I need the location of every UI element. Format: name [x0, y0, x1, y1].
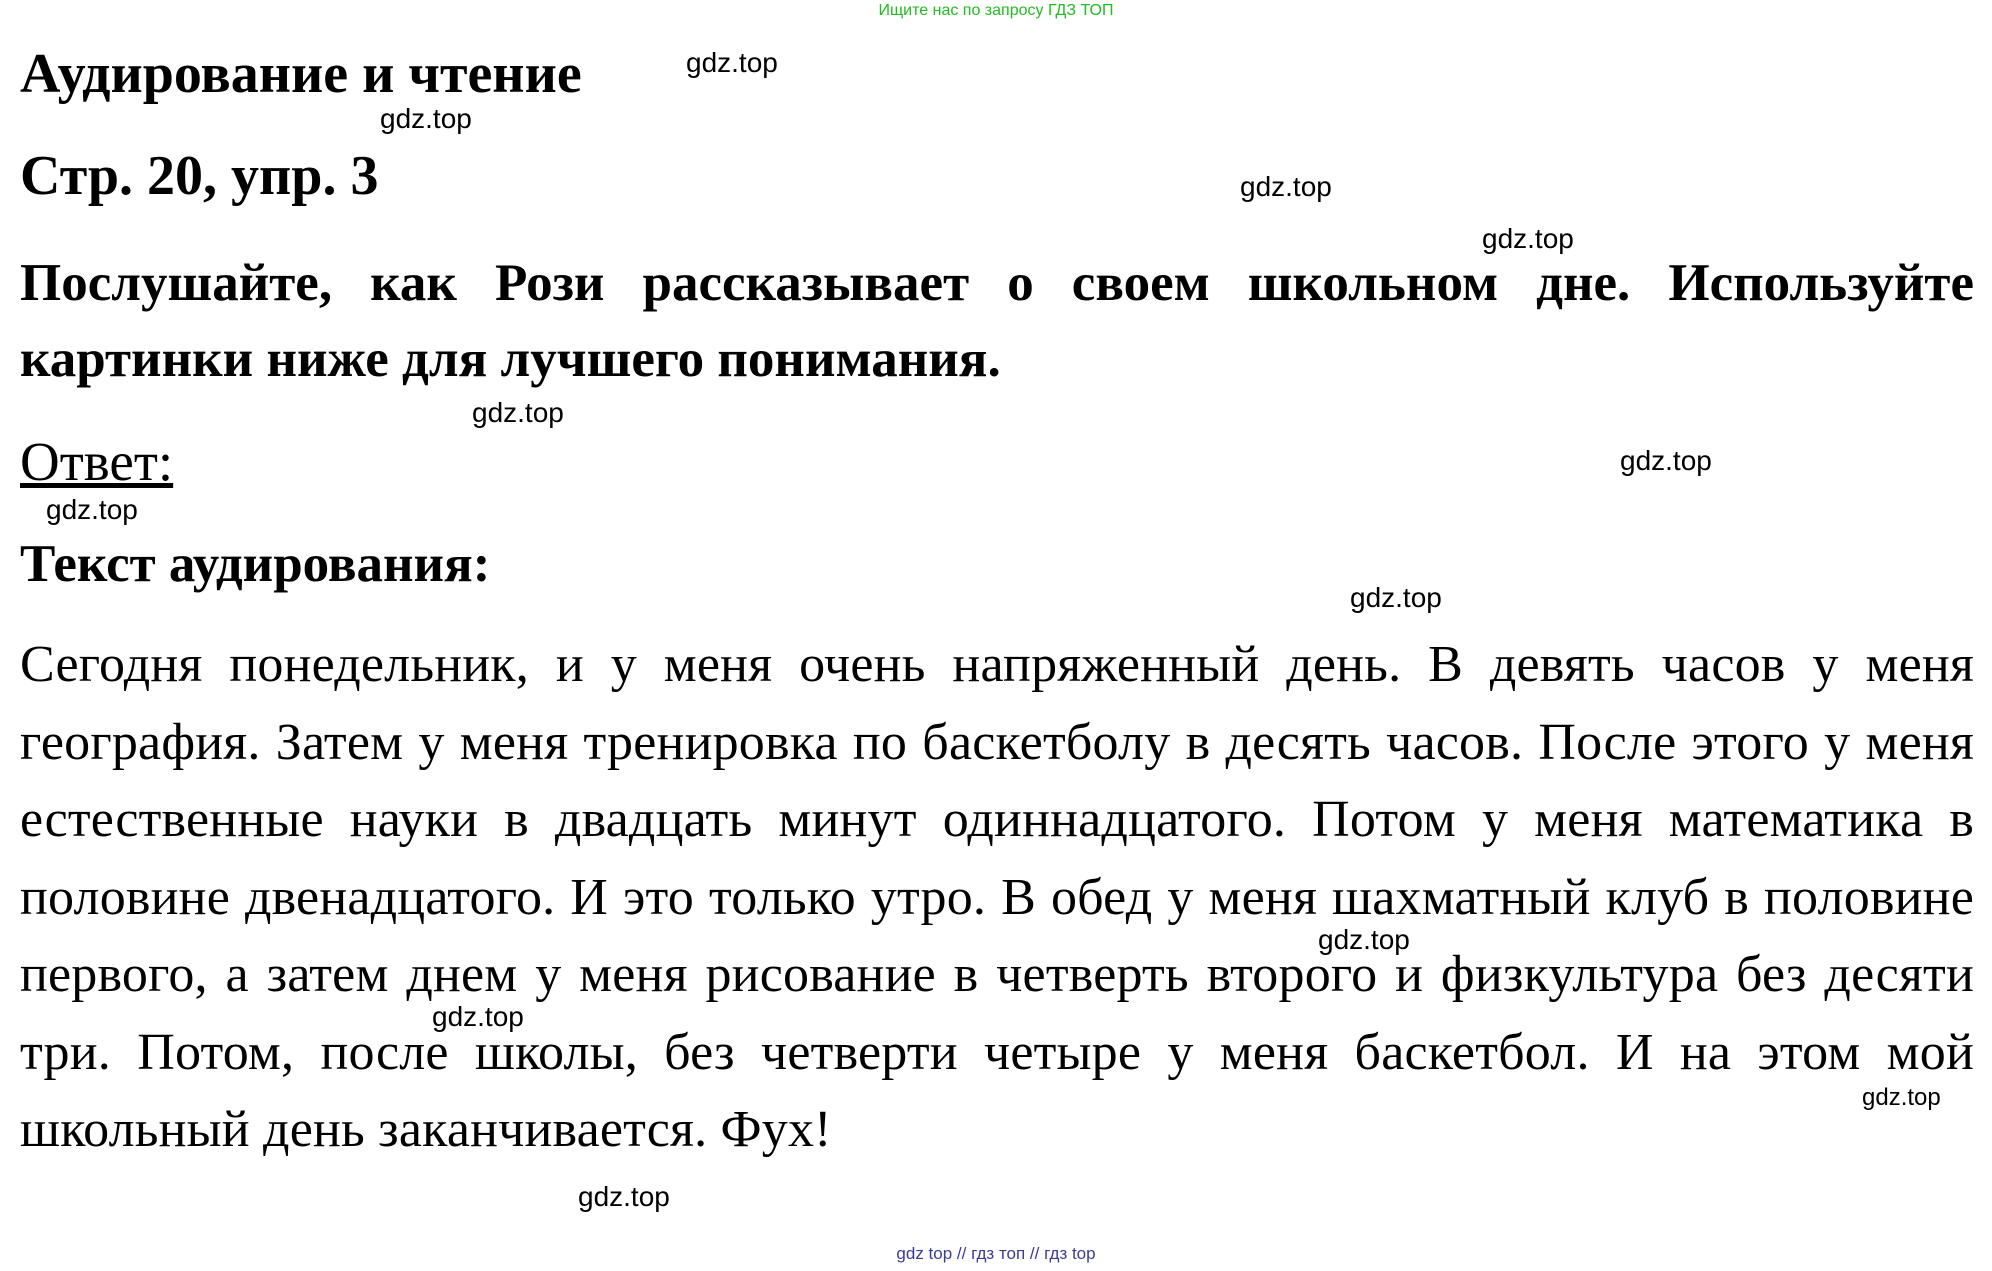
watermark: gdz.top [1240, 171, 1332, 202]
section-title: Аудирование и чтение [20, 43, 582, 105]
page-reference: Стр. 20, упр. 3 [20, 145, 379, 207]
watermark: gdz.top [1482, 223, 1574, 254]
listening-text-body: Сегодня понедельник, и у меня очень напряженный день. В девять часов у меня география. Затем у меня тренировка по баскетболу в десять часов. После этого у меня естественные науки в двадцать минут одиннадцатого. Потом у меня математика в половине двенадцатого. И это только утро. В обед у меня шахматный клуб в половине первого, а затем днем у меня рисование в четверть второго и физкультура без десяти три. Потом, после школы, без четверти четыре у меня баскетбол. И на этом мой школьный день заканчивается. Фух! [20, 636, 1974, 1158]
watermark: gdz.top [1350, 582, 1442, 613]
watermark: gdz.top [46, 494, 138, 525]
watermark: gdz.top [686, 47, 778, 78]
task-instruction: Послушайте, как Рози рассказывает о своем школьном дне. Используйте картинки ниже для лучшего понимания. [20, 254, 1974, 388]
watermark: gdz.top [1620, 445, 1712, 476]
top-search-hint: Ищите нас по запросу ГДЗ ТОП [878, 2, 1114, 19]
watermark: gdz.top [472, 397, 564, 428]
watermark: gdz.top [432, 1001, 524, 1032]
footer-links: gdz top // гдз топ // гдз top [896, 1244, 1096, 1263]
answer-label: Ответ: [20, 431, 174, 492]
watermark: gdz.top [1318, 924, 1410, 955]
watermark: gdz.top [1862, 1084, 1941, 1111]
listening-text-heading: Текст аудирования: [20, 535, 491, 593]
watermark: gdz.top [380, 103, 472, 134]
watermark: gdz.top [578, 1181, 670, 1212]
